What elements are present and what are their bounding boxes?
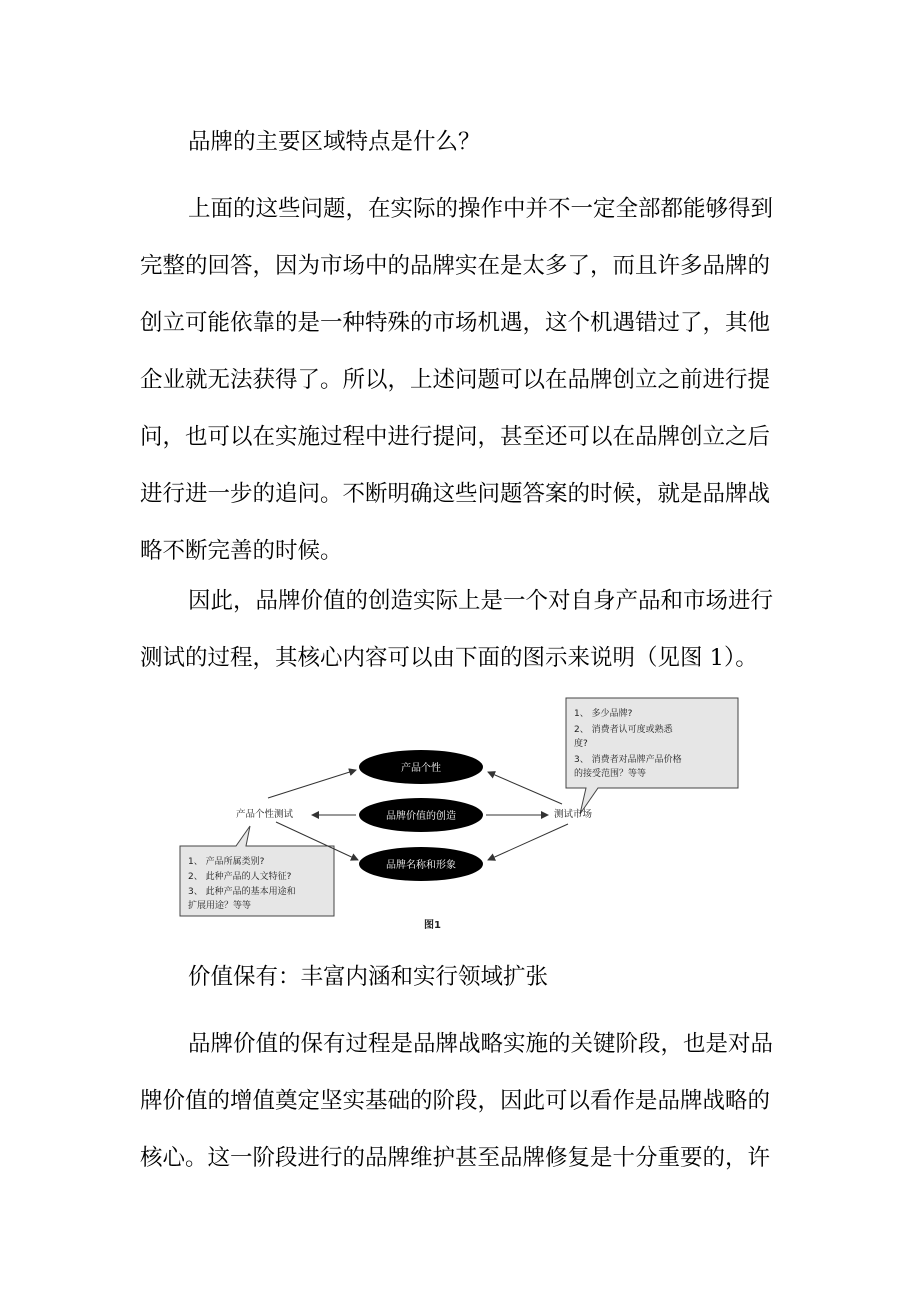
- text-line: 问，也可以在实施过程中进行提问，甚至还可以在品牌创立之后: [140, 424, 771, 450]
- left-box-line: 3、 此种产品的基本用途和: [188, 887, 296, 897]
- figure-caption: 图1: [424, 920, 441, 931]
- paragraph-value-retention: [140, 1016, 795, 1187]
- right-box-line: 1、 多少品牌?: [574, 709, 633, 719]
- left-box-line: 2、 此种产品的人文特征?: [188, 872, 292, 882]
- text-line: 上面的这些问题，在实际的操作中并不一定全部都能够得到: [188, 196, 774, 222]
- text-line: 完整的回答，因为市场中的品牌实在是太多了，而且许多品牌的: [140, 253, 771, 279]
- paragraph-value-creation: [140, 573, 795, 687]
- paragraph-brand-questions: [140, 181, 795, 580]
- brand-value-diagram: [176, 694, 746, 936]
- text-line: 牌价值的增值奠定坚实基础的阶段，因此可以看作是品牌战略的: [140, 1088, 771, 1114]
- left-callout-box: [180, 826, 334, 916]
- oval-label: 品牌价值的创造: [386, 811, 456, 822]
- right-callout-box: [566, 698, 738, 814]
- text-line: 核心。这一阶段进行的品牌维护甚至品牌修复是十分重要的，许: [140, 1145, 771, 1171]
- right-box-line: 3、 消费者对品牌产品价格: [574, 755, 682, 765]
- text-line: 进行进一步的追问。不断明确这些问题答案的时候，就是品牌战: [140, 481, 771, 507]
- text-line: 创立可能依靠的是一种特殊的市场机遇，这个机遇错过了，其他: [140, 310, 771, 336]
- node-product-personality-test: 产品个性测试: [236, 809, 294, 820]
- oval-product-personality: [359, 750, 483, 784]
- text-line: 略不断完善的时候。: [140, 538, 343, 564]
- arrow-left-to-top: [268, 770, 356, 798]
- text-line: 品牌价值的保有过程是品牌战略实施的关键阶段，也是对品: [188, 1031, 774, 1057]
- right-box-line: 度?: [574, 739, 588, 749]
- left-box-line: 1、 产品所属类别?: [188, 857, 265, 867]
- oval-brand-value-creation: [359, 798, 483, 832]
- right-box-line: 的接受范围？等等: [574, 769, 647, 779]
- text-line: 企业就无法获得了。所以，上述问题可以在品牌创立之前进行提: [140, 367, 771, 393]
- oval-brand-name-image: [359, 847, 483, 881]
- arrow-right-to-top: [488, 772, 562, 804]
- node-market-test: 测试市场: [554, 809, 593, 820]
- right-box-line: 2、 消费者认可度或熟悉: [574, 725, 673, 735]
- oval-label: 产品个性: [401, 763, 441, 774]
- arrow-right-to-bottom: [488, 824, 568, 860]
- section-heading-region-features: 品牌的主要区域特点是什么？: [188, 129, 481, 155]
- oval-label: 品牌名称和形象: [386, 860, 456, 871]
- left-box-line: 扩展用途？等等: [188, 901, 252, 911]
- section-heading-value-retention: 价值保有：丰富内涵和实行领域扩张: [188, 964, 549, 990]
- text-line: 因此，品牌价值的创造实际上是一个对自身产品和市场进行: [188, 588, 774, 614]
- text-line: 测试的过程，其核心内容可以由下面的图示来说明（见图 1）。: [140, 645, 758, 671]
